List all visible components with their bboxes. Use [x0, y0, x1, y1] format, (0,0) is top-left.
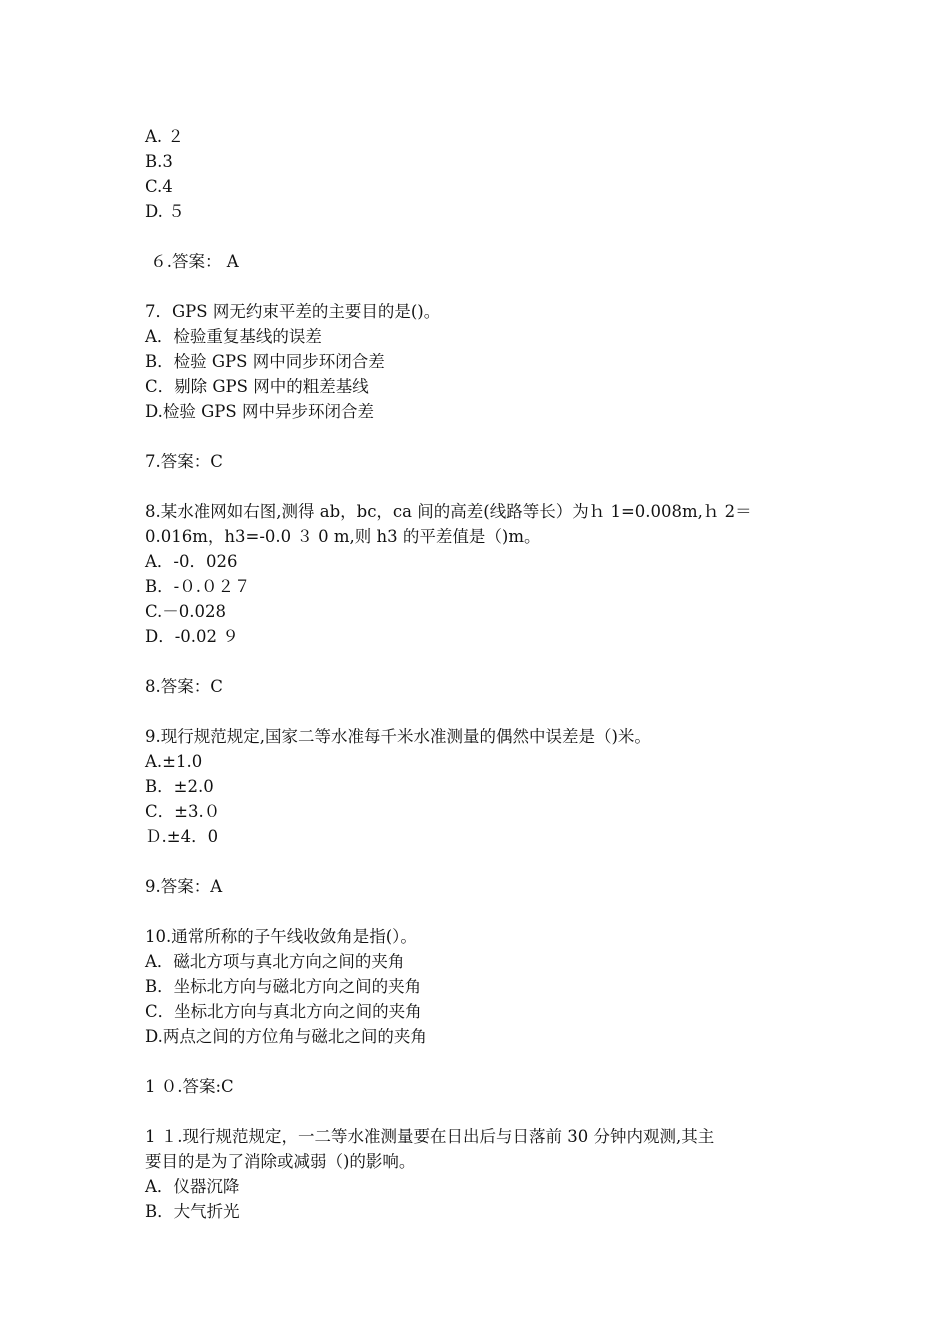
option-line: D.两点之间的方位角与磁北之间的夹角 [145, 1027, 427, 1046]
question-text: 要目的是为了消除或减弱（)的影响。 [145, 1152, 416, 1171]
option-line: A.±1.0 [145, 752, 203, 771]
option-line: D.检验 GPS 网中异步环闭合差 [145, 402, 374, 421]
question-10 [145, 924, 825, 1049]
option-line: C．剔除 GPS 网中的粗差基线 [145, 377, 369, 396]
paragraph-gap [145, 474, 825, 499]
option-line: D．-0.02 ９ [145, 627, 239, 646]
question-text: 7．GPS 网无约束平差的主要目的是()。 [145, 302, 441, 321]
option-line: C．±3.０ [145, 802, 221, 821]
answer-8 [145, 674, 825, 699]
question-8 [145, 499, 825, 649]
question-text: 0.016m，h3=-0.0 ３ 0 m,则 h3 的平差值是（)m。 [145, 527, 541, 546]
answer-7 [145, 449, 825, 474]
paragraph-gap [145, 424, 825, 449]
answer-line: 1 ０.答案:C [145, 1077, 234, 1096]
document-page [145, 124, 825, 1224]
paragraph-gap [145, 224, 825, 249]
answer-6 [145, 249, 825, 274]
answer-line: 7.答案：C [145, 452, 223, 471]
option-line: B.3 [145, 152, 173, 171]
question-text: 9.现行规范规定,国家二等水准每千米水准测量的偶然中误差是（)米。 [145, 727, 651, 746]
question-text: 10.通常所称的子午线收敛角是指(）。 [145, 927, 417, 946]
option-line: B．坐标北方向与磁北方向之间的夹角 [145, 977, 422, 996]
option-line: A．检验重复基线的误差 [145, 327, 322, 346]
paragraph-gap [145, 899, 825, 924]
option-line: B．-０.０２７ [145, 577, 251, 596]
paragraph-gap [145, 649, 825, 674]
answer-line: 8.答案：C [145, 677, 223, 696]
option-line: A．仪器沉降 [145, 1177, 240, 1196]
question-6-options [145, 124, 825, 224]
option-line: C.－0.028 [145, 602, 227, 621]
paragraph-gap [145, 274, 825, 299]
question-text: 1 １.现行规范规定，一二等水准测量要在日出后与日落前 30 分钟内观测,其主 [145, 1127, 715, 1146]
answer-10 [145, 1074, 825, 1099]
question-7 [145, 299, 825, 424]
option-line: A. ２ [145, 127, 184, 146]
question-text: 8.某水准网如右图,测得 ab，bc，ca 间的高差(线路等长）为ｈ 1=0.008m,ｈ 2＝ [145, 502, 752, 521]
paragraph-gap [145, 849, 825, 874]
answer-line: 9.答案：A [145, 877, 223, 896]
option-line: C.4 [145, 177, 173, 196]
question-11 [145, 1124, 825, 1224]
paragraph-gap [145, 699, 825, 724]
paragraph-gap [145, 1049, 825, 1074]
option-line: B．±2.0 [145, 777, 214, 796]
option-line: A．-0．026 [145, 552, 238, 571]
option-line: B．检验 GPS 网中同步环闭合差 [145, 352, 385, 371]
option-line: Ｄ.±4．0 [145, 827, 219, 846]
option-line: D. ５ [145, 202, 185, 221]
option-line: C．坐标北方向与真北方向之间的夹角 [145, 1002, 422, 1021]
answer-9 [145, 874, 825, 899]
question-9 [145, 724, 825, 849]
answer-line: ６.答案： A [145, 252, 239, 271]
option-line: A．磁北方项与真北方向之间的夹角 [145, 952, 405, 971]
option-line: B．大气折光 [145, 1202, 240, 1221]
paragraph-gap [145, 1099, 825, 1124]
